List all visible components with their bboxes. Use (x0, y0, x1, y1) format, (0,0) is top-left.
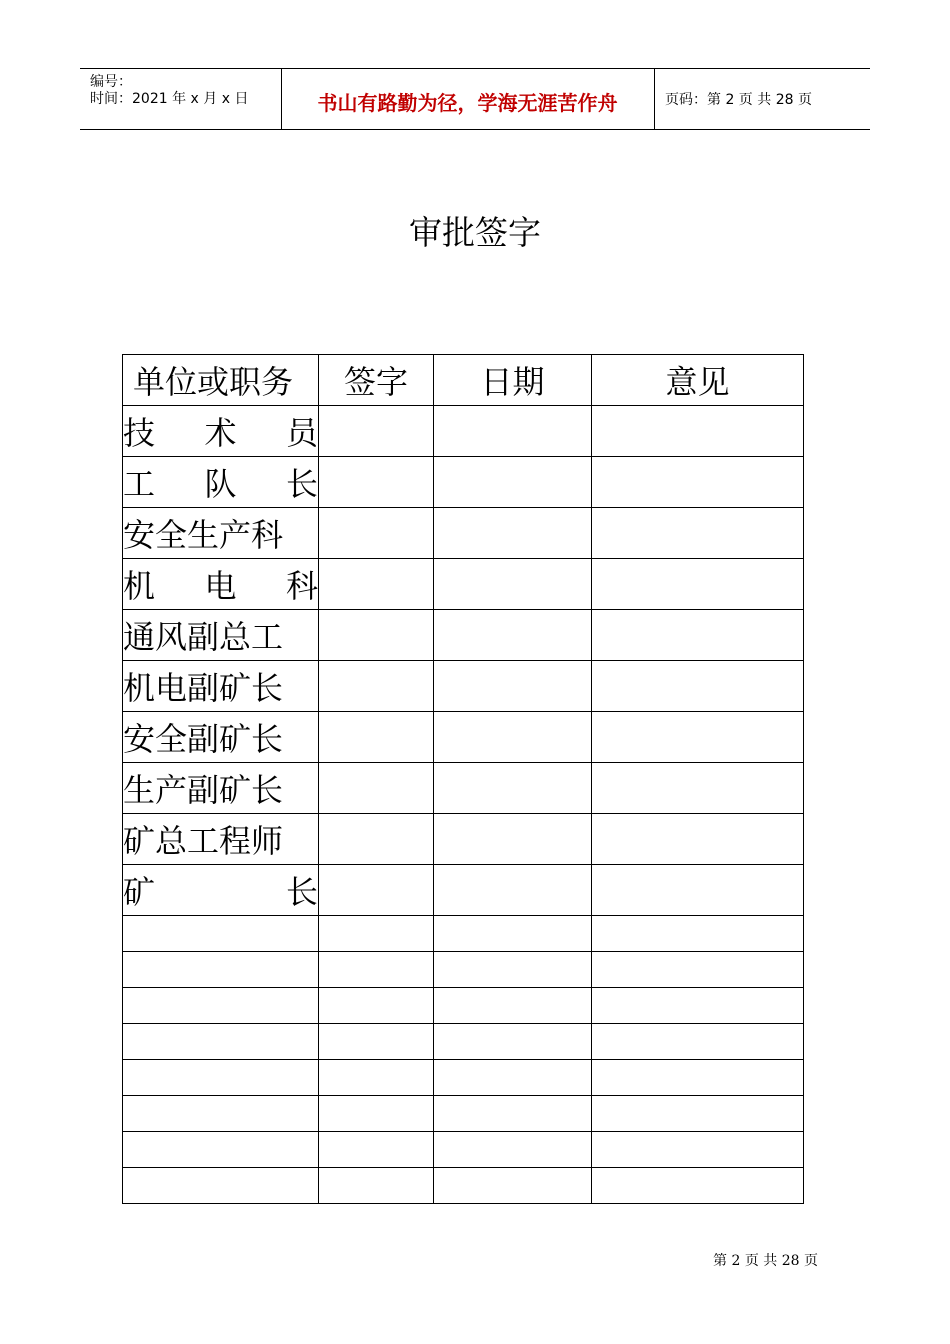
date-cell[interactable] (434, 661, 592, 712)
opinion-cell[interactable] (592, 457, 804, 508)
page-header (80, 68, 870, 130)
blank-cell[interactable] (123, 1060, 319, 1096)
blank-cell[interactable] (434, 1096, 592, 1132)
role-cell: 工 队 长 (123, 457, 319, 508)
table-row (123, 763, 804, 814)
role-cell: 安全生产科 (123, 508, 319, 559)
blank-row (123, 916, 804, 952)
blank-cell[interactable] (123, 952, 319, 988)
header-page-info: 页码：第 2 页 共 28 页 (665, 92, 812, 108)
blank-cell[interactable] (592, 988, 804, 1024)
role-cell: 矿总工程师 (123, 814, 319, 865)
blank-cell[interactable] (319, 1060, 434, 1096)
role-cell: 矿 长 (123, 865, 319, 916)
date-cell[interactable] (434, 457, 592, 508)
role-cell: 通风副总工 (123, 610, 319, 661)
blank-cell[interactable] (434, 916, 592, 952)
blank-cell[interactable] (434, 952, 592, 988)
number-label: 编号： (90, 74, 132, 90)
blank-cell[interactable] (319, 952, 434, 988)
signature-cell[interactable] (319, 712, 434, 763)
header-right-cell (655, 69, 870, 129)
signature-cell[interactable] (319, 457, 434, 508)
role-cell: 机电副矿长 (123, 661, 319, 712)
blank-cell[interactable] (434, 1168, 592, 1204)
blank-cell[interactable] (592, 1168, 804, 1204)
signature-cell[interactable] (319, 763, 434, 814)
table-row (123, 865, 804, 916)
blank-cell[interactable] (319, 1132, 434, 1168)
column-header-opinion: 意见 (592, 355, 804, 406)
column-header-role: 单位或职务 (123, 355, 319, 406)
signature-cell[interactable] (319, 559, 434, 610)
role-cell: 技 术 员 (123, 406, 319, 457)
opinion-cell[interactable] (592, 763, 804, 814)
date-cell[interactable] (434, 610, 592, 661)
table-row (123, 610, 804, 661)
date-cell[interactable] (434, 865, 592, 916)
date-cell[interactable] (434, 508, 592, 559)
signature-cell[interactable] (319, 814, 434, 865)
blank-cell[interactable] (319, 1168, 434, 1204)
blank-row (123, 1132, 804, 1168)
approval-table (122, 354, 804, 1204)
document-title: 审批签字 (409, 213, 541, 252)
date-cell[interactable] (434, 712, 592, 763)
blank-row (123, 1168, 804, 1204)
blank-cell[interactable] (434, 1024, 592, 1060)
blank-cell[interactable] (319, 1096, 434, 1132)
blank-cell[interactable] (123, 1168, 319, 1204)
blank-cell[interactable] (592, 1024, 804, 1060)
header-motto: 书山有路勤为径，学海无涯苦作舟 (317, 91, 618, 115)
blank-cell[interactable] (434, 1060, 592, 1096)
opinion-cell[interactable] (592, 865, 804, 916)
header-middle-cell (281, 69, 655, 129)
blank-cell[interactable] (123, 1132, 319, 1168)
opinion-cell[interactable] (592, 508, 804, 559)
blank-cell[interactable] (434, 1132, 592, 1168)
role-cell: 安全副矿长 (123, 712, 319, 763)
opinion-cell[interactable] (592, 406, 804, 457)
blank-cell[interactable] (123, 916, 319, 952)
blank-cell[interactable] (592, 1096, 804, 1132)
table-row (123, 406, 804, 457)
table-row (123, 508, 804, 559)
opinion-cell[interactable] (592, 610, 804, 661)
role-cell: 机 电 科 (123, 559, 319, 610)
blank-row (123, 1096, 804, 1132)
table-row (123, 814, 804, 865)
blank-row (123, 1024, 804, 1060)
date-cell[interactable] (434, 763, 592, 814)
date-cell[interactable] (434, 559, 592, 610)
signature-cell[interactable] (319, 661, 434, 712)
blank-cell[interactable] (319, 1024, 434, 1060)
blank-cell[interactable] (592, 1060, 804, 1096)
column-header-signature: 签字 (319, 355, 434, 406)
signature-cell[interactable] (319, 406, 434, 457)
signature-cell[interactable] (319, 508, 434, 559)
opinion-cell[interactable] (592, 814, 804, 865)
opinion-cell[interactable] (592, 661, 804, 712)
date-cell[interactable] (434, 814, 592, 865)
blank-cell[interactable] (319, 916, 434, 952)
date-cell[interactable] (434, 406, 592, 457)
blank-cell[interactable] (592, 952, 804, 988)
blank-row (123, 952, 804, 988)
blank-cell[interactable] (319, 988, 434, 1024)
time-label: 时间：2021 年 x 月 x 日 (90, 91, 249, 107)
blank-cell[interactable] (592, 916, 804, 952)
table-header-row (123, 355, 804, 406)
signature-cell[interactable] (319, 610, 434, 661)
blank-cell[interactable] (434, 988, 592, 1024)
table-row (123, 712, 804, 763)
table-row (123, 457, 804, 508)
opinion-cell[interactable] (592, 712, 804, 763)
blank-row (123, 1060, 804, 1096)
header-left-cell (80, 69, 282, 129)
table-row (123, 661, 804, 712)
column-header-date: 日期 (434, 355, 592, 406)
blank-row (123, 988, 804, 1024)
table-row (123, 559, 804, 610)
blank-cell[interactable] (123, 1096, 319, 1132)
blank-cell[interactable] (123, 1024, 319, 1060)
role-cell: 生产副矿长 (123, 763, 319, 814)
signature-cell[interactable] (319, 865, 434, 916)
blank-cell[interactable] (123, 988, 319, 1024)
opinion-cell[interactable] (592, 559, 804, 610)
blank-cell[interactable] (592, 1132, 804, 1168)
page-footer: 第 2 页 共 28 页 (713, 1253, 818, 1269)
